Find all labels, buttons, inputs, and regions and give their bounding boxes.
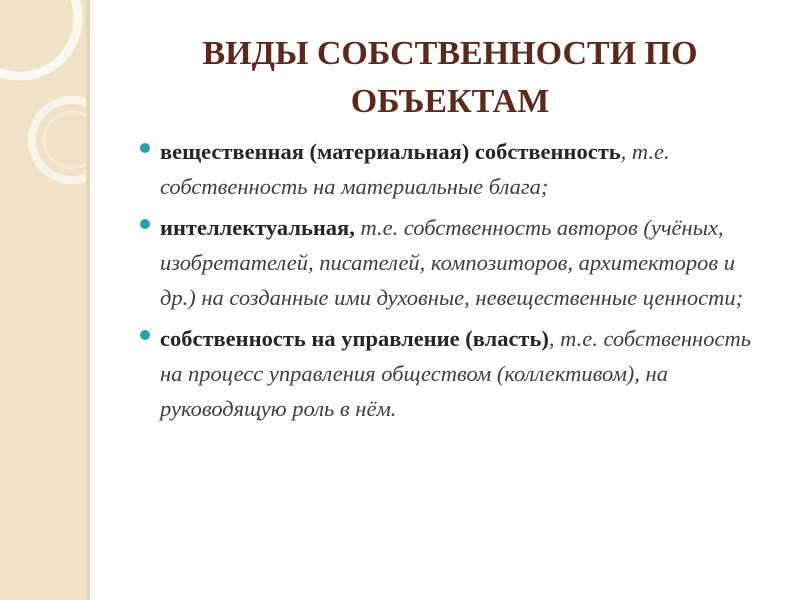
list-item-management-property: [140, 321, 772, 426]
item-term: собственность на управление (власть): [160, 326, 549, 351]
list-item-intellectual-property: [140, 210, 772, 315]
property-types-list: [140, 134, 772, 432]
item-description: т.е. собственность авторов (учёных, изобретателей, писателей, композиторов, архитекторов и др.) на созданные ими духовные, невещественные ценности;: [160, 215, 744, 310]
item-description: , т.е. собственность на процесс управления обществом (коллективом), на руководящую роль в нём.: [160, 326, 751, 421]
item-description: , т.е. собственность на материальные блага;: [160, 139, 670, 199]
slide-title-line-1: ВИДЫ СОБСТВЕННОСТИ ПО: [202, 35, 698, 72]
list-item-material-property: [140, 134, 772, 204]
decorative-side-panel: [0, 0, 86, 600]
bullet-icon: [140, 330, 150, 340]
side-panel-border: [86, 0, 90, 600]
item-term: вещественная (материальная) собственность: [160, 139, 621, 164]
bullet-icon: [140, 219, 150, 229]
bullet-icon: [140, 143, 150, 153]
slide-title: [130, 30, 770, 126]
decorative-circles-graphic: [0, 0, 86, 600]
item-term: интеллектуальная,: [160, 215, 355, 240]
slide-title-line-2: ОБЪЕКТАМ: [350, 83, 550, 120]
